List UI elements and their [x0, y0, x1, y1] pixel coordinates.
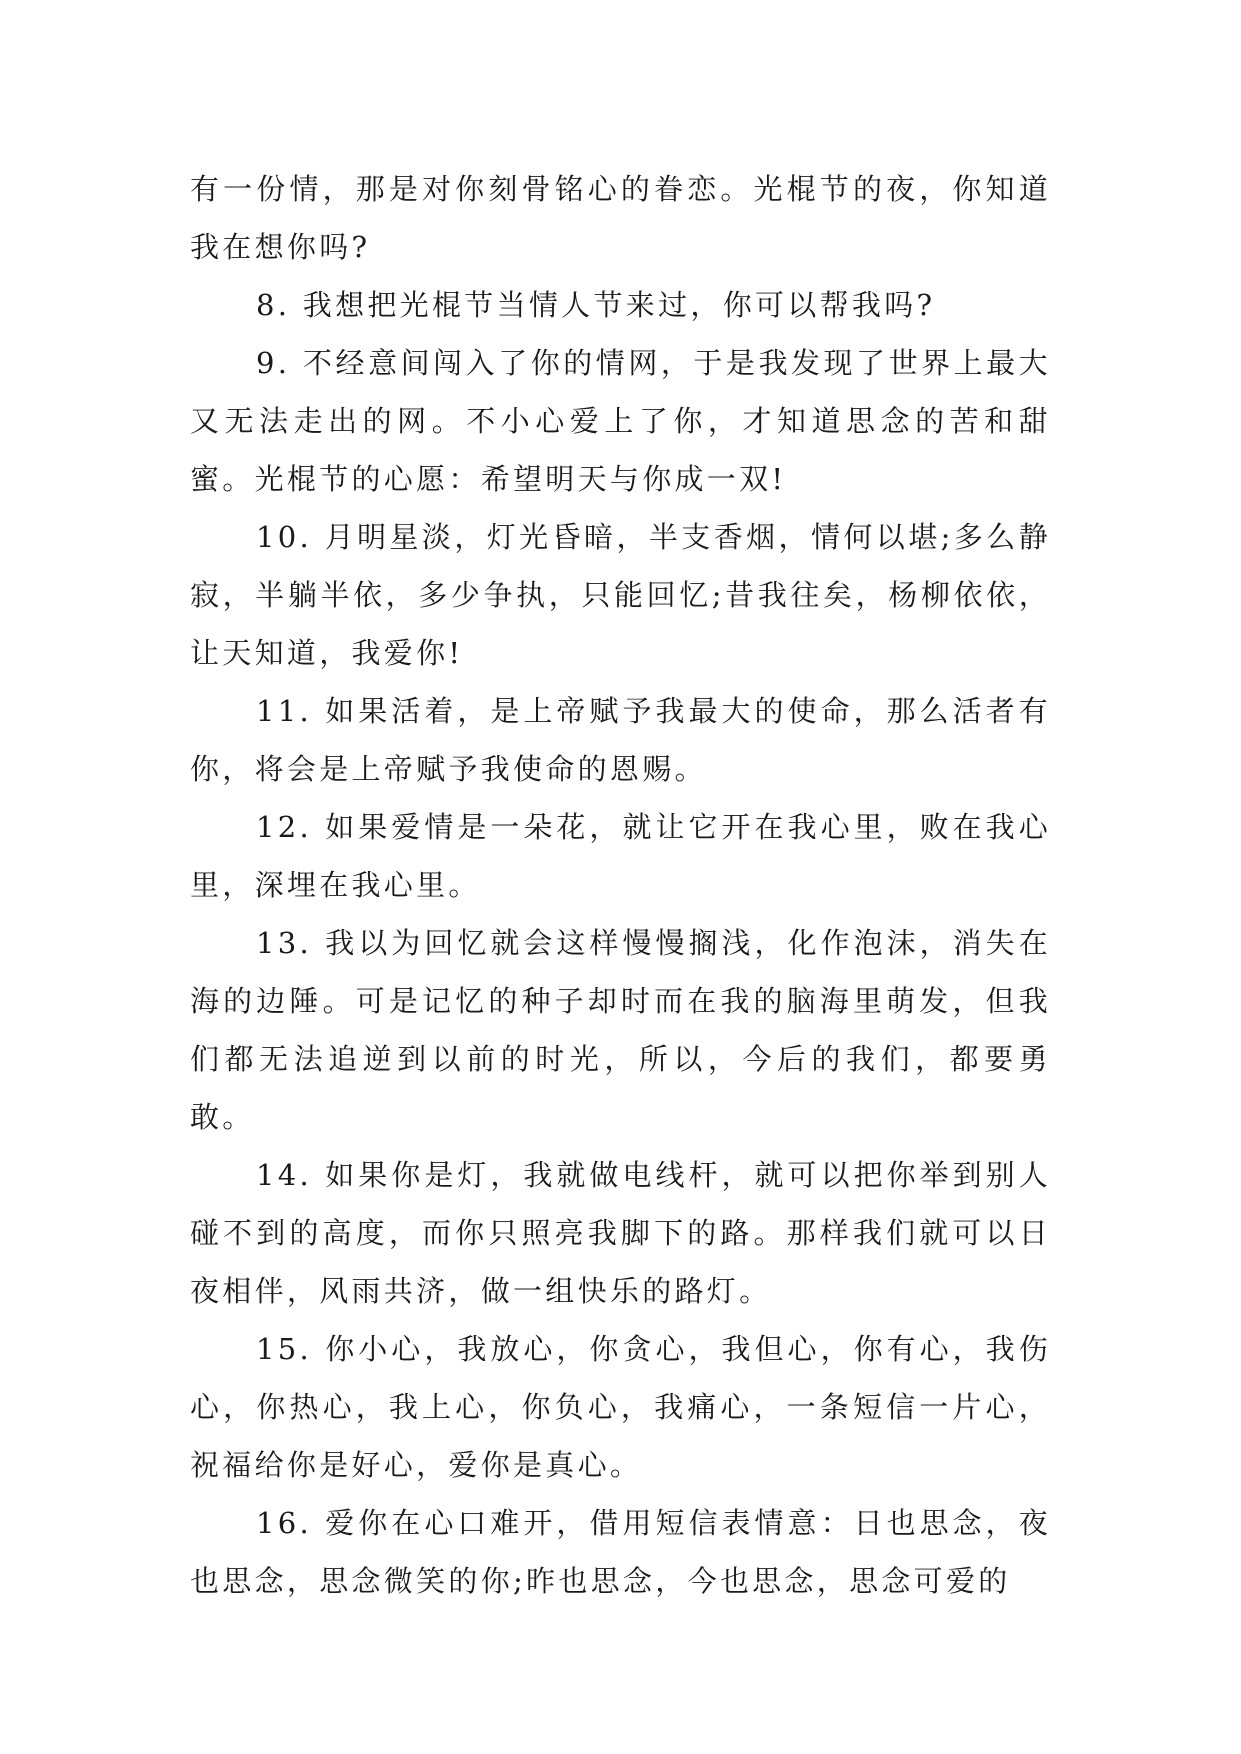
paragraph-item-12: 12. 如果爱情是一朵花，就让它开在我心里，败在我心里，深埋在我心里。	[190, 810, 1051, 902]
paragraph-item-11: 11. 如果活着，是上帝赋予我最大的使命，那么活者有你，将会是上帝赋予我使命的恩赐。	[190, 694, 1051, 786]
paragraph-item-10: 10. 月明星淡，灯光昏暗，半支香烟，情何以堪;多么静寂，半躺半依，多少争执，只能回忆;昔我往矣，杨柳依依，让天知道，我爱你!	[190, 520, 1051, 670]
paragraph-item-9: 9. 不经意间闯入了你的情网，于是我发现了世界上最大又无法走出的网。不小心爱上了你，才知道思念的苦和甜蜜。光棍节的心愿：希望明天与你成一双!	[190, 346, 1051, 496]
document-body	[190, 160, 1051, 1610]
paragraph-continuation: 有一份情，那是对你刻骨铭心的眷恋。光棍节的夜，你知道我在想你吗?	[190, 172, 1051, 264]
paragraph-item-13: 13. 我以为回忆就会这样慢慢搁浅，化作泡沫，消失在海的边陲。可是记忆的种子却时而在我的脑海里萌发，但我们都无法追逆到以前的时光，所以，今后的我们，都要勇敢。	[190, 926, 1051, 1134]
paragraph-item-16: 16. 爱你在心口难开，借用短信表情意：日也思念，夜也思念，思念微笑的你;昨也思念，今也思念，思念可爱的	[190, 1506, 1051, 1598]
paragraph-item-14: 14. 如果你是灯，我就做电线杆，就可以把你举到别人碰不到的高度，而你只照亮我脚下的路。那样我们就可以日夜相伴，风雨共济，做一组快乐的路灯。	[190, 1158, 1051, 1308]
paragraph-item-15: 15. 你小心，我放心，你贪心，我但心，你有心，我伤心，你热心，我上心，你负心，我痛心，一条短信一片心，祝福给你是好心，爱你是真心。	[190, 1332, 1051, 1482]
paragraph-item-8: 8. 我想把光棍节当情人节来过，你可以帮我吗?	[256, 288, 936, 322]
